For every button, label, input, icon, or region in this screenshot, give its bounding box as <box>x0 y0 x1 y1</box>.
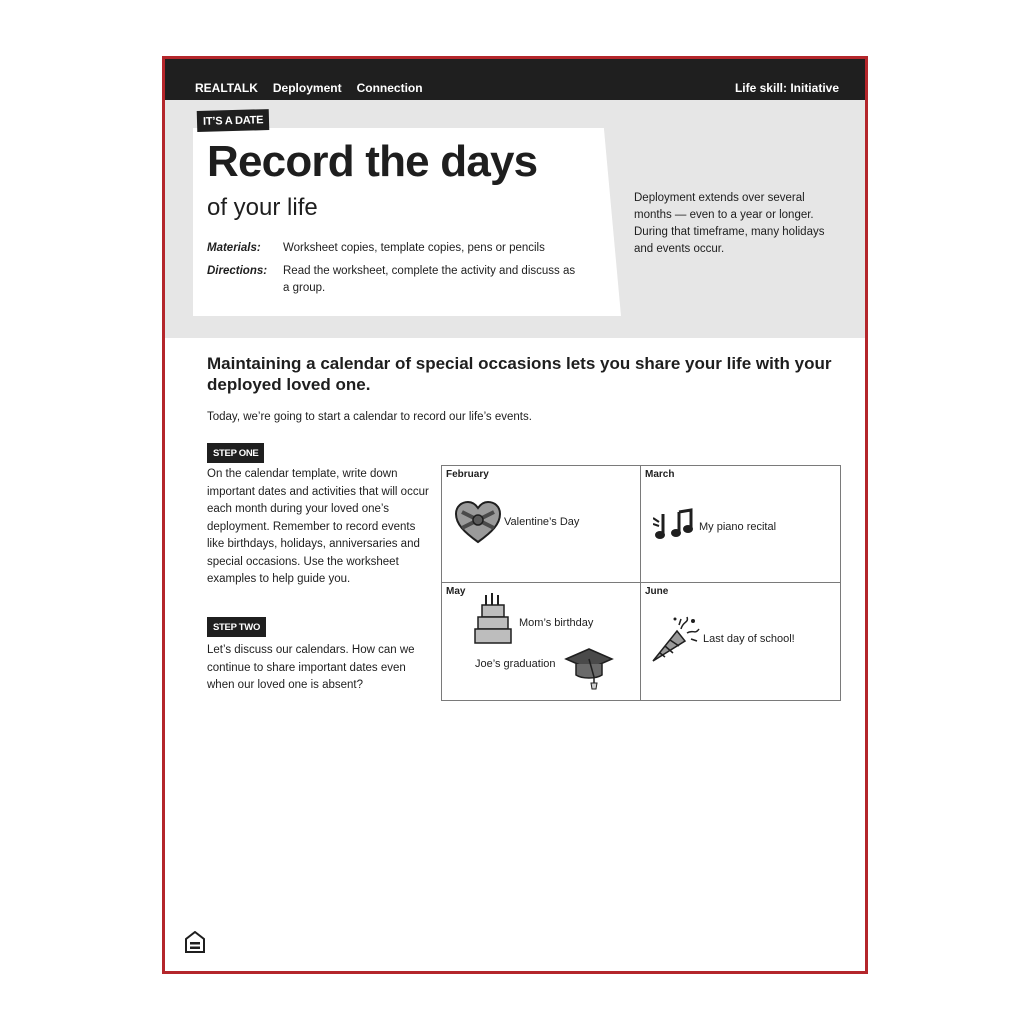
calendar-cell-may <box>442 583 641 700</box>
event-label: Joe’s graduation <box>475 658 556 670</box>
month-label: February <box>446 469 489 480</box>
directions-text: Read the worksheet, complete the activity and discuss as a group. <box>283 265 576 294</box>
step-one-badge: STEP ONE <box>207 443 264 463</box>
party-popper-icon <box>651 613 701 663</box>
month-label: May <box>446 586 466 597</box>
deployment-note: Deployment extends over several months — even to a year or longer. During that timeframe, many holidays and events occur. <box>634 192 825 255</box>
calendar-example <box>441 465 841 701</box>
hero-section <box>165 100 865 338</box>
calendar-cell-february <box>442 466 641 583</box>
section-tag: IT’S A DATE <box>197 109 270 132</box>
directions-label: Directions: <box>207 265 268 277</box>
top-bar <box>165 59 865 100</box>
life-skill-label: Life skill: Initiative <box>734 81 839 95</box>
step-two-text: Let’s discuss our calendars. How can we continue to share important dates even when our loved one is absent? <box>207 644 415 691</box>
month-label: June <box>645 586 669 597</box>
step-two-badge: STEP TWO <box>207 617 266 637</box>
event-label: Last day of school! <box>703 633 795 645</box>
top-nav <box>195 81 423 95</box>
materials-text: Worksheet copies, template copies, pens or pencils <box>283 242 545 254</box>
event-label: My piano recital <box>699 521 777 533</box>
month-label: March <box>645 469 675 480</box>
page-title: Record the days <box>207 137 538 186</box>
graduation-cap-icon <box>564 645 614 691</box>
calendar-cell-march <box>641 466 840 583</box>
event-label: Mom’s birthday <box>519 617 594 629</box>
lead-heading: Maintaining a calendar of special occasions lets you share your life with your deployed loved one. <box>207 354 832 394</box>
heart-candy-box-icon <box>454 500 502 544</box>
birthday-cake-icon <box>474 593 514 645</box>
step-one-text: On the calendar template, write down important dates and activities that will occur each month during your loved one’s deployment. Remember to record events like birthdays, holidays, anniversaries and special occasions. Use the worksheet examples to help guide you. <box>207 468 429 585</box>
nav-connection: Connection <box>356 81 423 95</box>
intro-text: Today, we’re going to start a calendar to record our life’s events. <box>207 411 532 423</box>
event-label: Valentine’s Day <box>504 516 580 528</box>
worksheet-page <box>162 56 868 974</box>
music-notes-icon <box>653 508 693 542</box>
page-subtitle: of your life <box>207 194 318 221</box>
nav-deployment: Deployment <box>272 81 342 95</box>
nav-realtalk: REALTALK <box>195 81 258 95</box>
materials-label: Materials: <box>207 242 261 254</box>
calendar-cell-june <box>641 583 840 700</box>
equal-housing-icon <box>185 931 205 953</box>
